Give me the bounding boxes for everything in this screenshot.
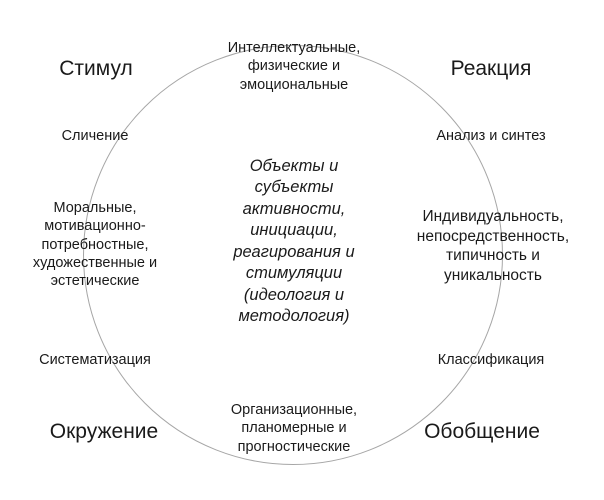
environment-label: Окружение	[49, 420, 159, 443]
bottom-qualities-label: Организационные, планомерные и прогностические	[230, 402, 358, 455]
matching-label: Сличение	[61, 128, 129, 144]
reaction-label: Реакция	[450, 57, 532, 80]
analysis-synthesis-label: Анализ и синтез	[436, 128, 546, 144]
stimulus-label: Стимул	[59, 57, 133, 80]
generalization-label: Обобщение	[424, 420, 540, 443]
center-objects-label: Объекты и субъекты активности, инициации, реагирования и стимуляции (идеология и методология)	[233, 157, 355, 326]
classification-label: Классификация	[437, 352, 545, 368]
top-qualities-label: Интеллектуальные, физические и эмоциональные	[227, 40, 361, 93]
traits-label: Индивидуальность, непосредственность, типичность и уникальность	[416, 208, 570, 284]
systematization-label: Систематизация	[39, 352, 151, 368]
types-label: Моральные, мотивационно- потребностные, художественные и эстетические	[32, 200, 158, 290]
